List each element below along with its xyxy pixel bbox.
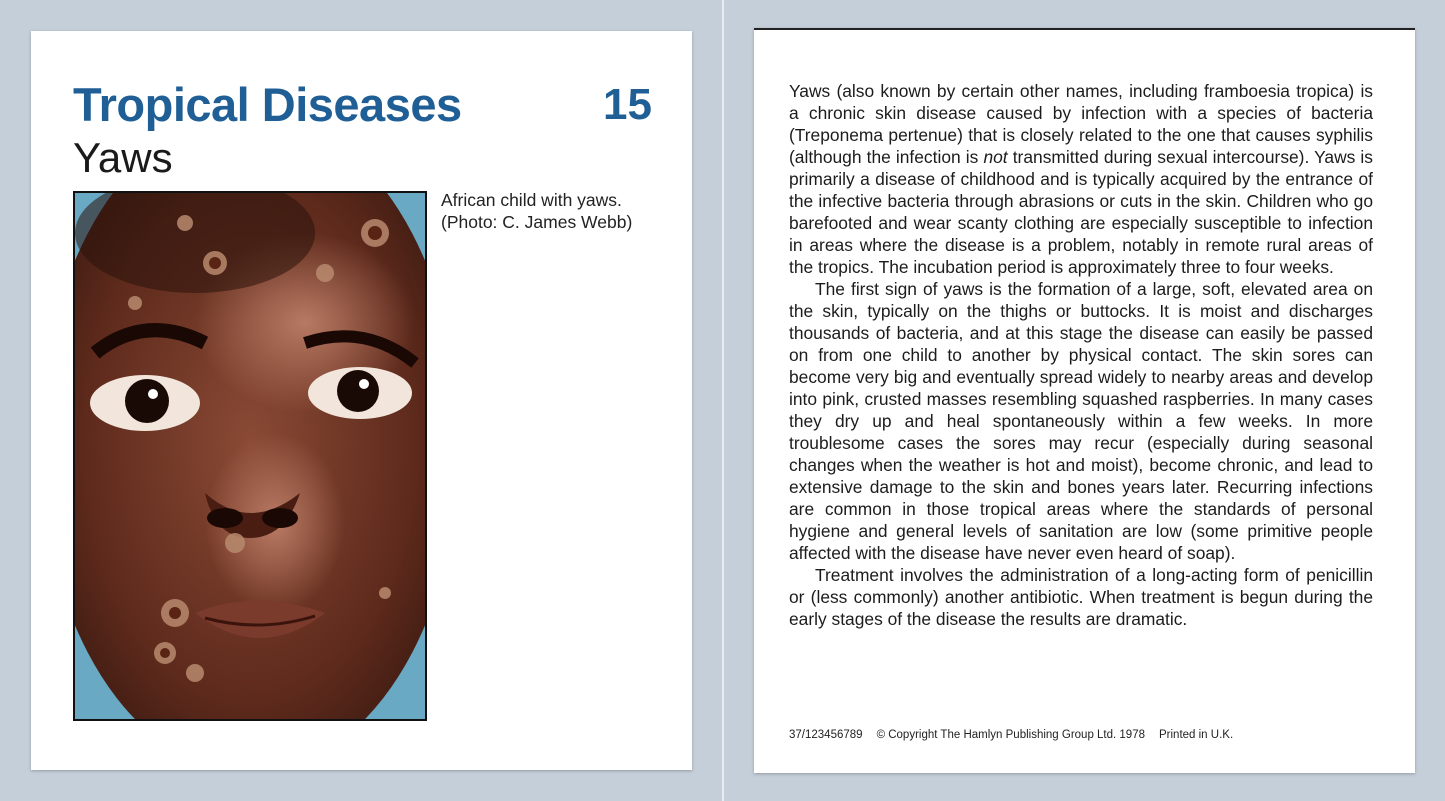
child-photo — [73, 191, 427, 721]
card-back — [754, 28, 1415, 773]
card-number: 15 — [603, 80, 652, 129]
photo-caption: African child with yaws. (Photo: C. James Webb) — [441, 190, 633, 232]
footer-code: 37/123456789 — [789, 729, 863, 741]
paragraph-1 — [789, 80, 1373, 278]
paragraph-2: The first sign of yaws is the formation of a large, soft, elevated area on the skin, typically on the thighs or buttocks. It is moist and discharges thousands of bacteria, and at this stage the disease can easily be passed on from one child to another by physical contact. The skin sores can become very big and eventually spread widely to nearby areas and develop into pink, crusted masses resembling squashed raspberries. In many cases they dry up and heal spontaneously within a few weeks. In more troublesome cases the sores may recur (especially during seasonal changes when the weather is hot and moist), become chronic, and lead to extensive damage to the skin and bones years later. Recurring infections are common in those tropical areas where the standards of personal hygiene and general levels of sanitation are low (some primitive people affected with the disease have never even heard of soap). — [789, 279, 1373, 563]
scan-divider — [722, 0, 724, 801]
paragraph-3: Treatment involves the administration of a long-acting form of penicillin or (less commonly) another antibiotic. When treatment is begun during the early stages of the disease the results are dramatic. — [789, 565, 1373, 629]
card-footer — [789, 729, 1247, 741]
paragraph-1-part-b: transmitted during sexual intercourse). Yaws is primarily a disease of childhood and is typically acquired by the entrance of the infective bacteria through abrasions or cuts in the skin. Children who go barefooted and wear scanty clothing are especially susceptible to infection in areas where the disease is a problem, notably in remote rural areas of the tropics. The incubation period is approximately three to four weeks. — [789, 147, 1373, 277]
paragraph-1-part-a: Yaws (also known by certain other names, including framboesia tropica) is a chronic skin disease caused by infection with a species of bacteria (Treponema pertenue) that is closely related to the one that causes syphilis (although the infection is — [789, 81, 1373, 167]
card-subtitle: Yaws — [73, 134, 173, 181]
footer-printed: Printed in U.K. — [1159, 729, 1234, 741]
card-front — [31, 31, 692, 770]
footer-copyright: © Copyright The Hamlyn Publishing Group Ltd. 1978 — [876, 729, 1145, 741]
paragraph-1-emphasis: not — [983, 147, 1008, 167]
description-text — [789, 80, 1373, 630]
card-title: Tropical Diseases — [73, 78, 462, 131]
child-photo-image — [75, 193, 425, 719]
